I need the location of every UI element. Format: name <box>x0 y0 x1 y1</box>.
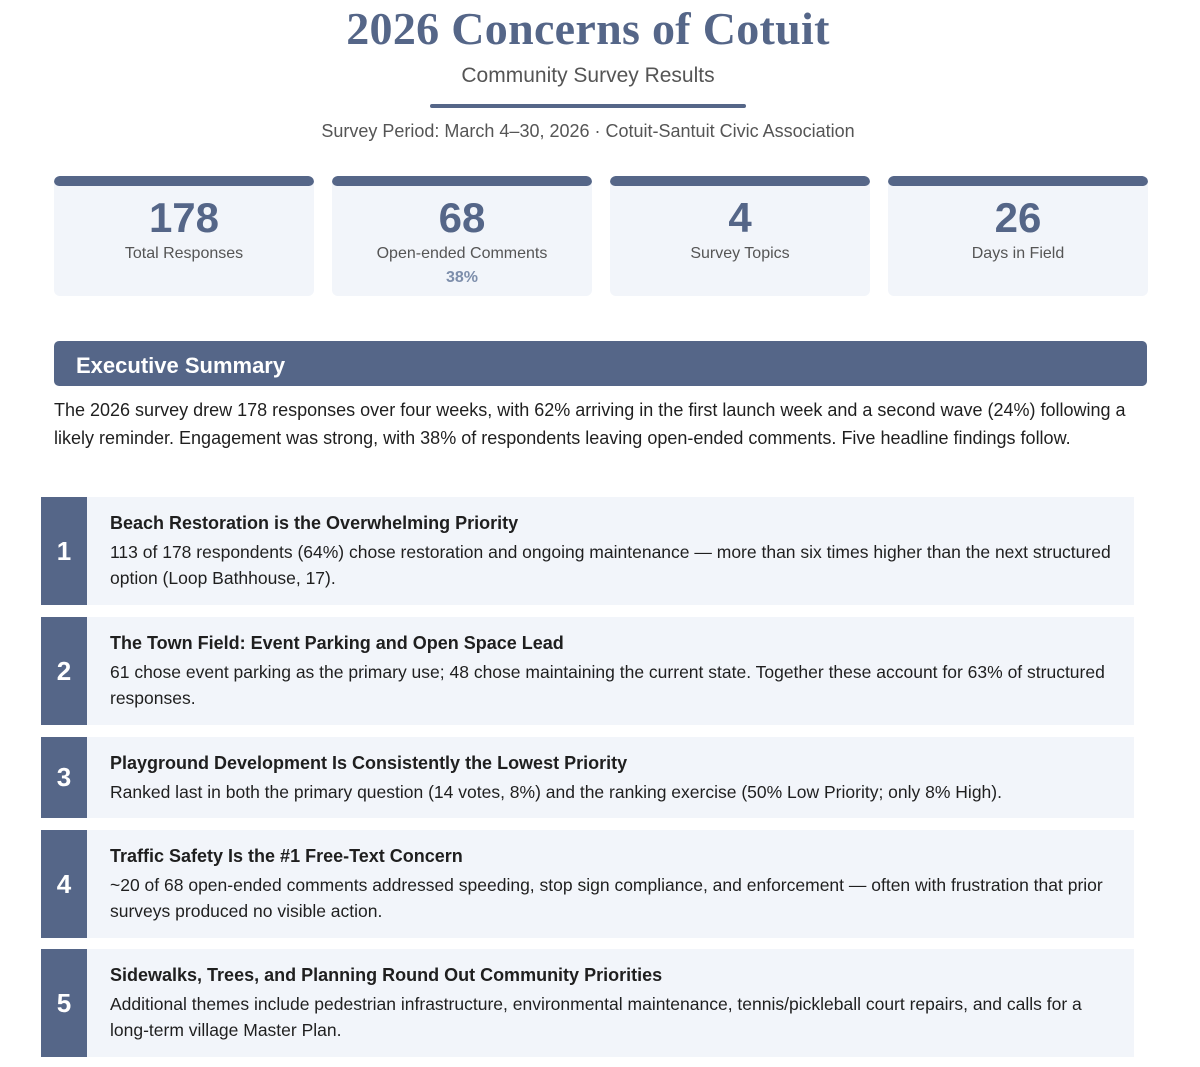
finding-item-2 <box>41 617 1134 725</box>
finding-title: Traffic Safety Is the #1 Free-Text Concern <box>110 846 463 866</box>
stat-subvalue: 38% <box>445 269 479 286</box>
title-divider <box>430 104 746 108</box>
finding-title: Playground Development Is Consistently the Lowest Priority <box>110 753 628 773</box>
finding-body: Ranked last in both the primary question (14 votes, 8%) and the ranking exercise (50% Low Priority; only 8% High). <box>110 782 1002 802</box>
finding-body: ~20 of 68 open-ended comments addressed speeding, stop sign compliance, and enforcement — often with frustration that prior surveys produced no visible action. <box>110 875 1103 921</box>
finding-title: The Town Field: Event Parking and Open Space Lead <box>110 633 564 653</box>
stat-card-accent-bar <box>332 176 592 186</box>
stat-label: Total Responses <box>124 245 244 262</box>
stat-label: Days in Field <box>971 245 1065 262</box>
stat-label: Survey Topics <box>690 245 790 262</box>
page-subtitle: Community Survey Results <box>461 64 715 87</box>
finding-item-5 <box>41 949 1134 1057</box>
finding-body: 61 chose event parking as the primary use; 48 chose maintaining the current state. Together these account for 63% of structured responses. <box>110 662 1105 708</box>
finding-item-4 <box>41 830 1134 938</box>
stat-card-days-in-field <box>888 176 1148 296</box>
finding-item-3 <box>41 737 1134 818</box>
finding-number: 1 <box>41 497 87 605</box>
stats-row <box>54 176 1148 296</box>
stat-value: 26 <box>994 194 1042 241</box>
finding-item-1 <box>41 497 1134 605</box>
stat-card-accent-bar <box>54 176 314 186</box>
stat-card-accent-bar <box>888 176 1148 186</box>
survey-meta: Survey Period: March 4–30, 2026 · Cotuit-Santuit Civic Association <box>321 121 855 141</box>
finding-body: Additional themes include pedestrian infrastructure, environmental maintenance, tennis/pickleball court repairs, and calls for a long-term village Master Plan. <box>110 994 1082 1040</box>
finding-number: 4 <box>41 830 87 938</box>
stat-card-survey-topics <box>610 176 870 296</box>
finding-number: 5 <box>41 949 87 1057</box>
finding-number: 3 <box>41 737 87 818</box>
stat-value: 178 <box>148 194 220 241</box>
stat-value: 4 <box>728 194 752 241</box>
stat-card-accent-bar <box>610 176 870 186</box>
stat-card-open-ended-comments <box>332 176 592 296</box>
finding-title: Beach Restoration is the Overwhelming Priority <box>110 513 519 533</box>
stat-label: Open-ended Comments <box>376 245 548 262</box>
stat-value: 68 <box>438 194 486 241</box>
finding-number: 2 <box>41 617 87 725</box>
section-heading: Executive Summary <box>76 353 286 378</box>
stat-card-total-responses <box>54 176 314 296</box>
finding-title: Sidewalks, Trees, and Planning Round Out Community Priorities <box>110 965 663 985</box>
executive-summary-text: The 2026 survey drew 178 responses over four weeks, with 62% arriving in the first launch week and a second wave (24%) following a likely reminder. Engagement was strong, with 38% of respondents leaving open-ended comments. Five headline findings follow. <box>54 400 1126 448</box>
executive-summary-header <box>54 341 1147 386</box>
finding-body: 113 of 178 respondents (64%) chose restoration and ongoing maintenance — more than six times higher than the next structured option (Loop Bathhouse, 17). <box>110 542 1111 588</box>
page-title: 2026 Concerns of Cotuit <box>346 3 830 54</box>
